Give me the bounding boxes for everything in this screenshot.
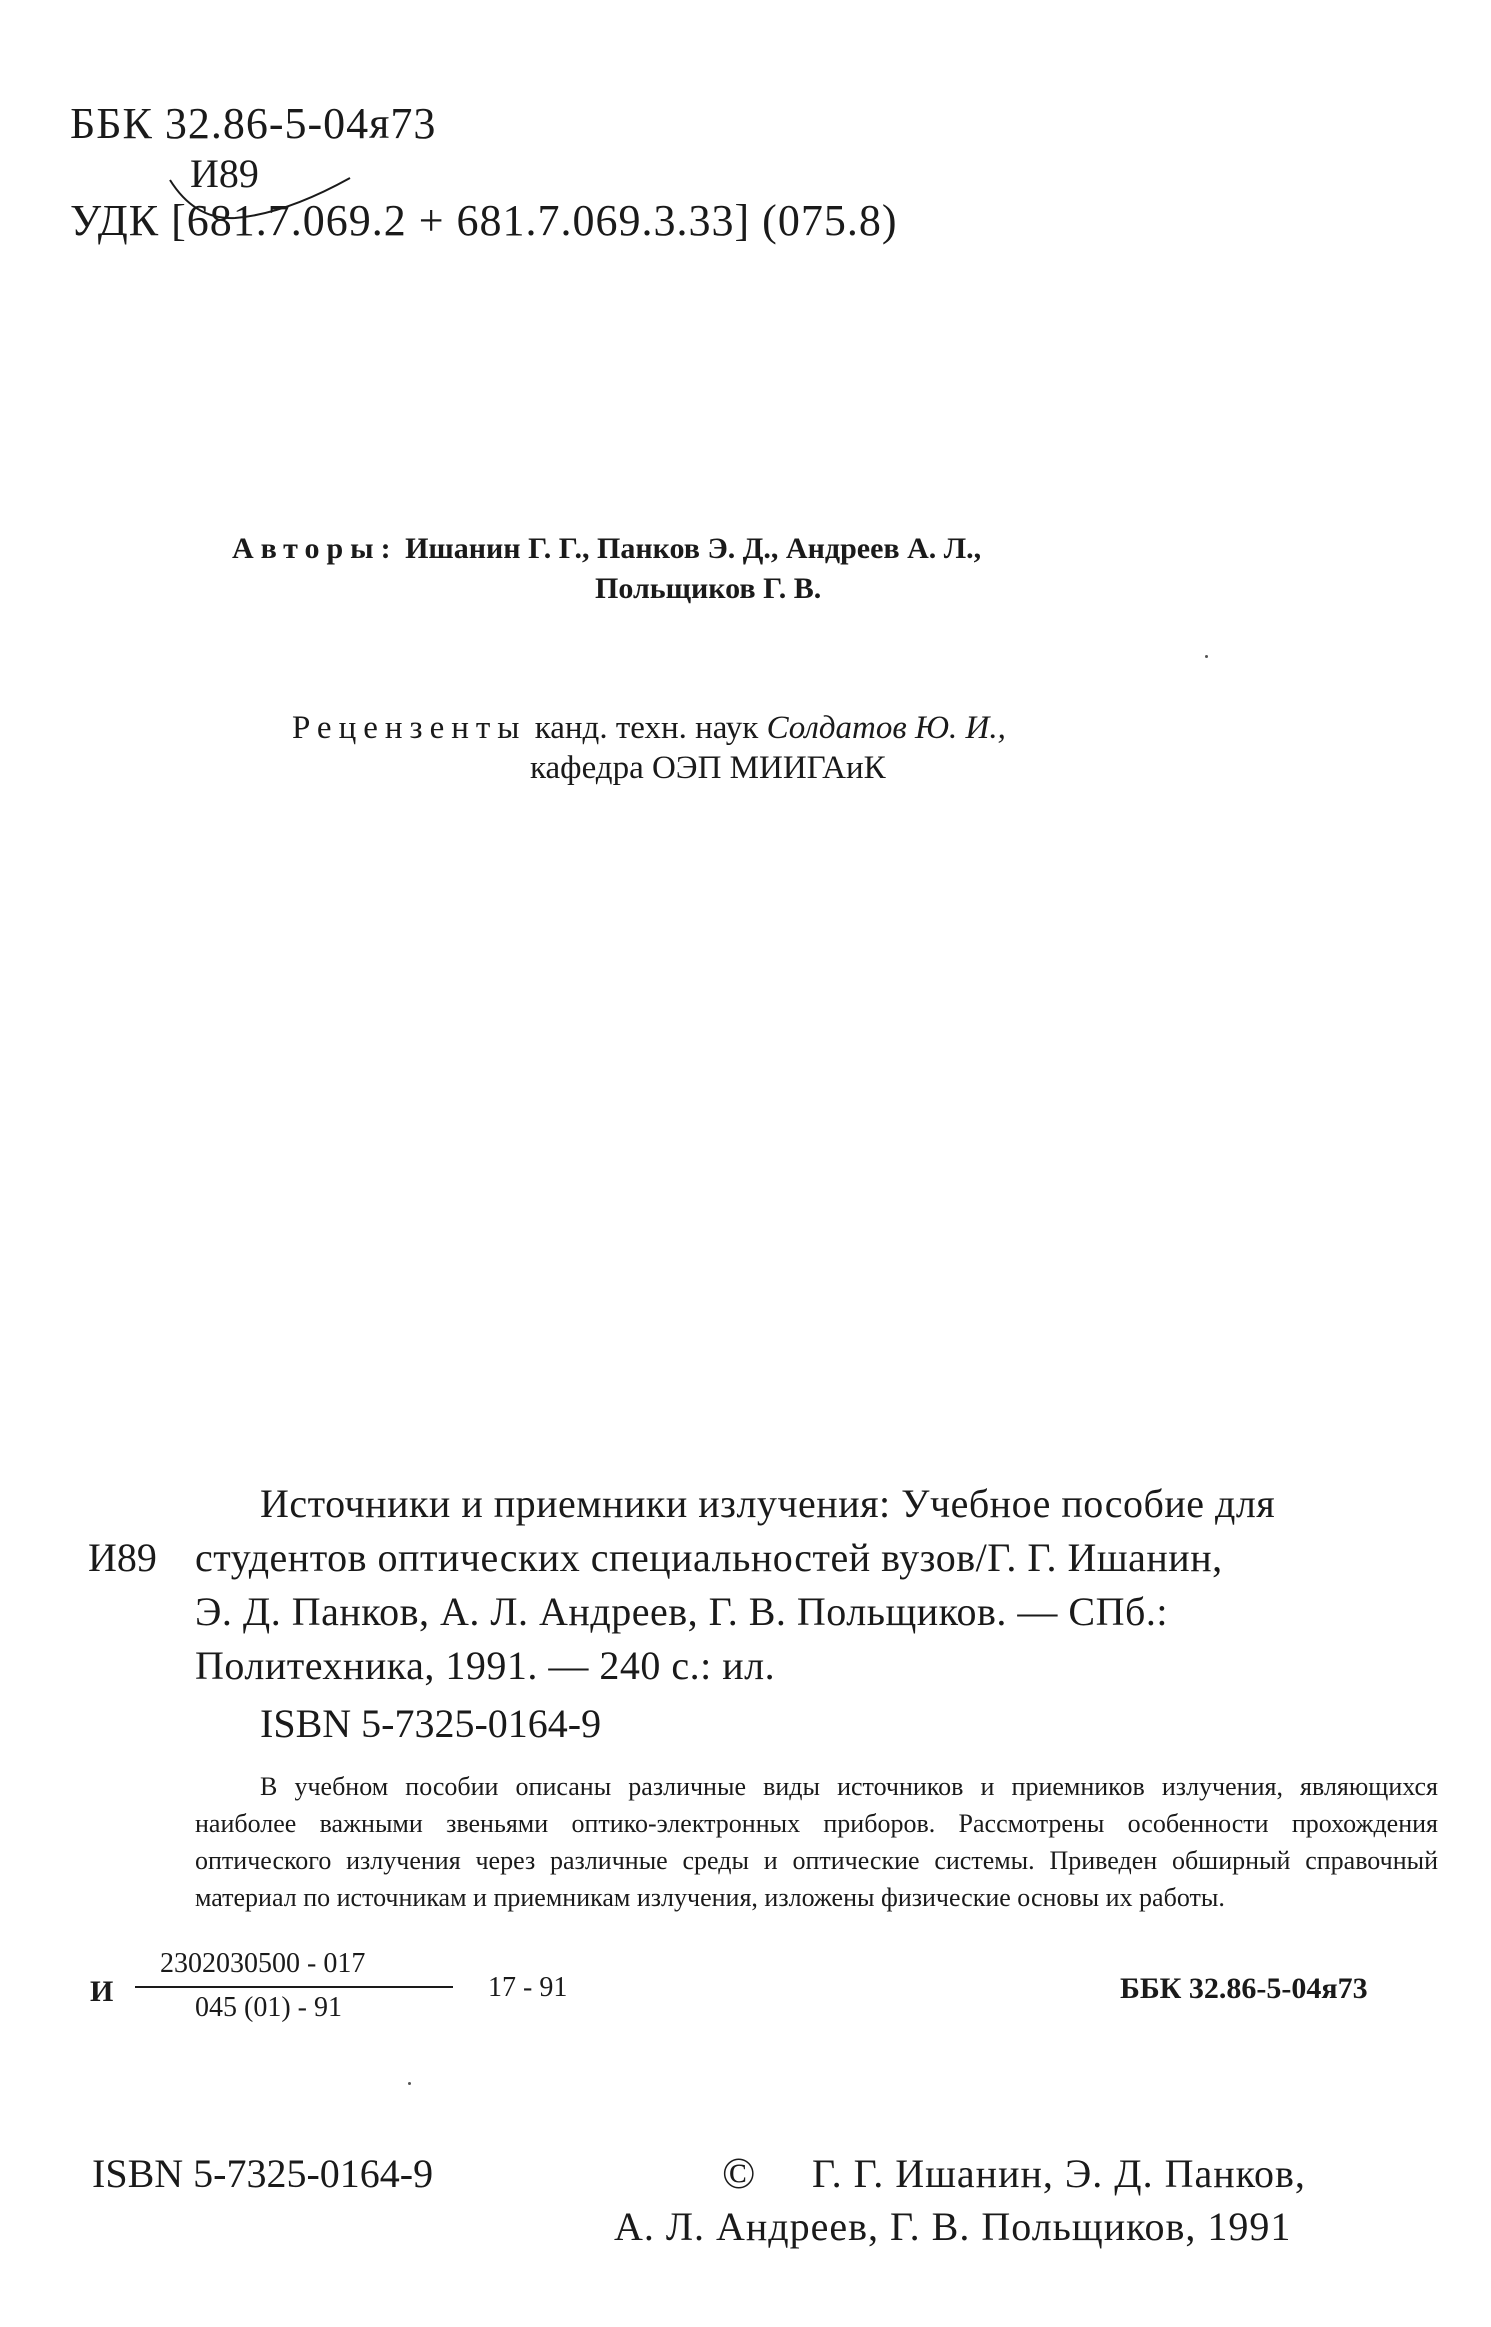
reviewers-label: Рецензенты xyxy=(292,710,527,746)
card-code: И89 xyxy=(88,1535,157,1580)
card-line-4: Политехника, 1991. — 240 с.: ил. xyxy=(195,1643,776,1688)
index-numerator: 2302030500 - 017 xyxy=(160,1948,366,1979)
index-letter: И xyxy=(90,1975,114,2008)
authors-line-1 xyxy=(232,532,981,566)
reviewers-line-1 xyxy=(292,710,1006,747)
card-line-2: студентов оптических специальностей вузов/Г. Г. Ишанин, xyxy=(195,1535,1223,1580)
card-title-line: Источники и приемники излучения: Учебное пособие для xyxy=(260,1481,1276,1526)
reviewer-name: Солдатов Ю. И., xyxy=(766,710,1006,746)
copyright-icon: © xyxy=(722,2149,756,2198)
abstract-paragraph: В учебном пособии описаны различные виды источников и приемников излучения, являющихся наиболее важными звеньями оптико-электронных приборов. Рассмотрены особенности прохождения оптического излучения через различные среды и оптические системы. Приведен обширный справочный материал по источникам и приемникам излучения, изложены физические основы их работы. xyxy=(195,1772,1438,1912)
index-denominator: 045 (01) - 91 xyxy=(195,1992,342,2023)
author-mark-code: И89 xyxy=(190,151,259,196)
reviewer-degree: канд. техн. наук xyxy=(534,710,759,746)
authors-names-2: Польщиков Г. В. xyxy=(595,572,822,605)
authors-label: Авторы: xyxy=(232,532,398,565)
card-line-3: Э. Д. Панков, А. Л. Андреев, Г. В. Польщиков. — СПб.: xyxy=(195,1589,1168,1634)
copyright-line-2: А. Л. Андреев, Г. В. Польщиков, 1991 xyxy=(614,2204,1292,2249)
card-isbn: ISBN 5-7325-0164-9 xyxy=(260,1701,602,1746)
index-bbk: ББК 32.86-5-04я73 xyxy=(1120,1972,1368,2005)
speck xyxy=(1205,655,1208,658)
reviewers-line-2: кафедра ОЭП МИИГАиК xyxy=(530,750,886,786)
speck xyxy=(408,2082,411,2085)
copyright-line-1: Г. Г. Ишанин, Э. Д. Панков, xyxy=(812,2151,1306,2196)
index-tail: 17 - 91 xyxy=(488,1972,568,2003)
fraction-bar xyxy=(135,1986,453,1988)
bbk-code: ББК 32.86-5-04я73 xyxy=(70,99,437,148)
footer-isbn: ISBN 5-7325-0164-9 xyxy=(92,2151,434,2196)
udk-code: УДК [681.7.069.2 + 681.7.069.3.33] (075.8) xyxy=(70,196,898,245)
authors-names-1: Ишанин Г. Г., Панков Э. Д., Андреев А. Л., xyxy=(405,532,982,565)
